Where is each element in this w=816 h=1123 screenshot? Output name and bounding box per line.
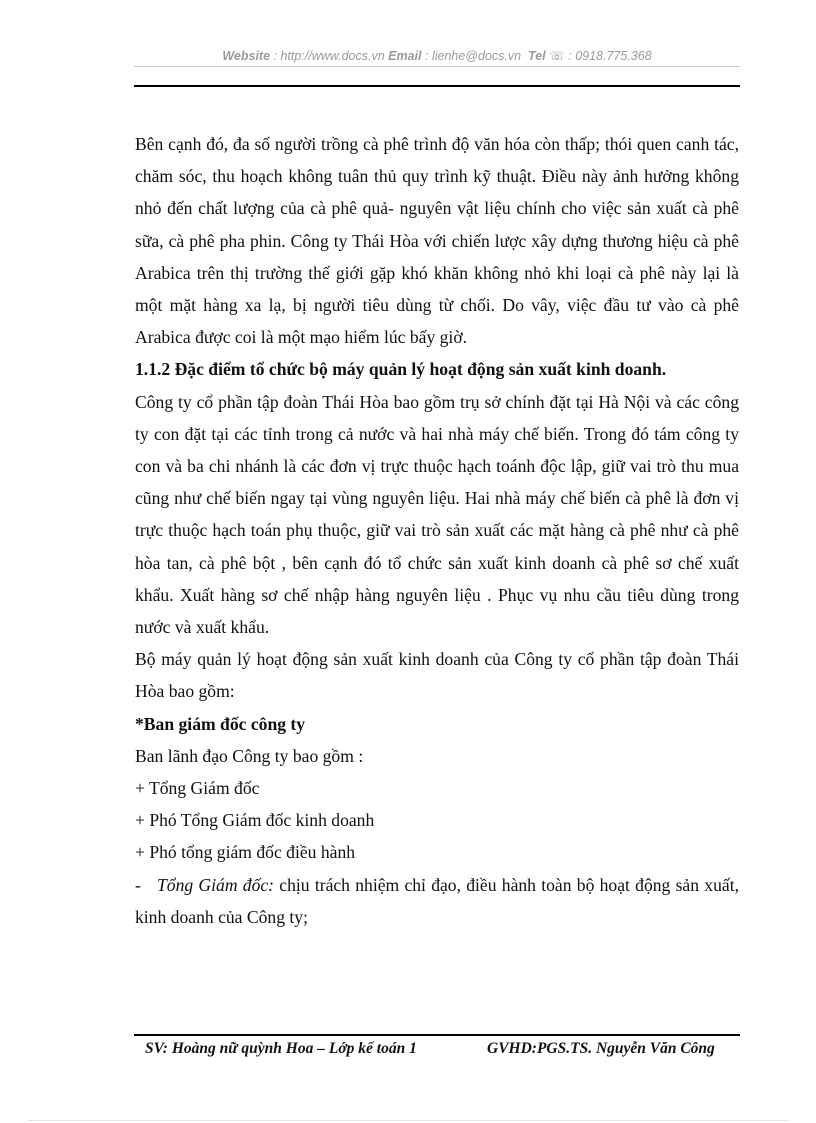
paragraph-4: Ban lãnh đạo Công ty bao gồm : [135,745,364,766]
website-value: : http://www.docs.vn [270,49,389,63]
email-sep: : [424,49,432,63]
phone-icon: ☏ [549,49,565,63]
email-label: Email [388,49,422,63]
page-edge [28,1120,788,1121]
list-item: + Tổng Giám đốc [135,778,260,799]
website-label: Website [222,49,271,63]
dash-marker: - [135,874,141,895]
header-divider-thick [134,85,740,87]
footer-supervisor: GVHD:PGS.TS. Nguyễn Văn Công [487,1040,715,1057]
footer-student: SV: Hoàng nữ quỳnh Hoa – Lớp kế toán 1 [145,1040,417,1057]
section-heading-board: *Ban giám đốc công ty [135,713,306,734]
section-heading-1-1-2: 1.1.2 Đặc điểm tổ chức bộ máy quản lý hoạt động sản xuất kinh doanh. [135,359,667,380]
role-description: chịu trách nhiệm chỉ đạo, điều hành toàn bộ hoạt động sản xuất, kinh doanh của Công ty; [135,874,739,927]
list-item: + Phó Tổng Giám đốc kinh doanh [135,810,375,831]
email-value: lienhe@docs.vn [431,49,522,63]
document-body [135,128,739,933]
tel-label: Tel [528,49,546,63]
paragraph-3: Bộ máy quản lý hoạt động sản xuất kinh doanh của Công ty cổ phần tập đoàn Thái Hòa bao gồm: [135,649,739,702]
tel-value: 0918.775.368 [575,49,652,63]
footer-divider [134,1034,740,1036]
role-title: Tổng Giám đốc: [157,874,275,895]
tel-sep: : [564,49,576,63]
paragraph-2: Công ty cổ phần tập đoàn Thái Hòa bao gồm trụ sở chính đặt tại Hà Nội và các công ty con đặt tại các tỉnh trong cả nước và hai nhà máy chế biến. Trong đó tám công ty con và ba chi nhánh là các đơn vị trực thuộc hạch toánh độc lập, giữ vai trò thu mua cũng như chế biến ngay tại vùng nguyên liệu. Hai nhà máy chế biến cà phê là đơn vị trực thuộc hạch toán phụ thuộc, giữ vai trò sản xuất các mặt hàng cà phê như cà phê hòa tan, cà phê bột , bên cạnh đó tổ chức sản xuất kinh doanh cà phê sơ chế xuất khẩu. Xuất hàng sơ chế nhập hàng nguyên liệu . Phục vụ nhu cầu tiêu dùng trong nước và xuất khẩu. [135,391,739,638]
paragraph-5 [135,869,739,933]
page-header [134,48,740,63]
paragraph-1: Bên cạnh đó, đa số người trồng cà phê trình độ văn hóa còn thấp; thói quen canh tác, chăm sóc, thu hoạch không tuân thủ quy trình kỹ thuật. Điều này ảnh hưởng không nhỏ đến chất lượng của cà phê quả- nguyên vật liệu chính cho việc sản xuất cà phê sữa, cà phê pha phin. Công ty Thái Hòa với chiến lược xây dựng thương hiệu cà phê Arabica trên thị trường thế giới gặp khó khăn không nhỏ khi loại cà phê này lại là một mặt hàng xa lạ, bị người tiêu dùng từ chối. Do vây, việc đầu tư vào cà phê Arabica được coi là một mạo hiểm lúc bấy giờ. [135,134,739,348]
list-item: + Phó tổng giám đốc điều hành [135,842,356,863]
header-divider-thin [134,66,740,67]
